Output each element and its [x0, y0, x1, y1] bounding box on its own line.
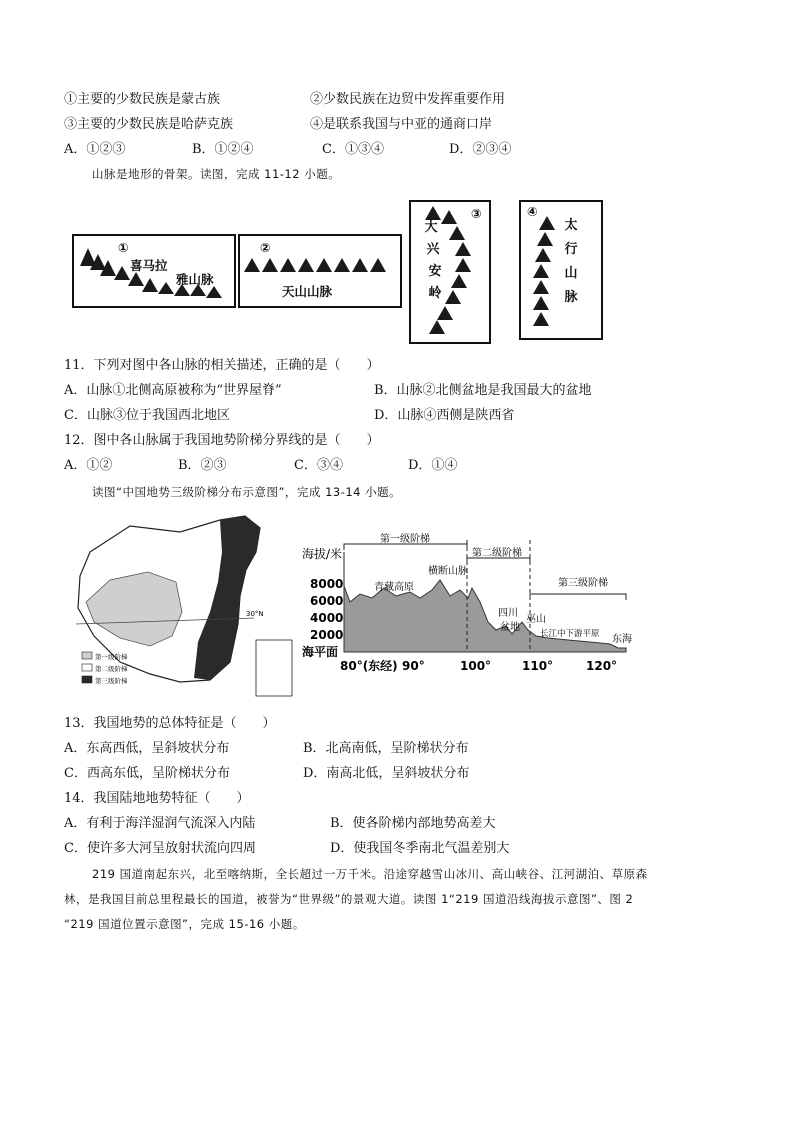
ytick-4000: 4000 [310, 611, 344, 625]
q11-choice-c: C．山脉③位于我国西北地区 [64, 408, 230, 423]
mountain-1-name-b: 雅山脉 [176, 272, 214, 287]
q11-stem: 11．下列对图中各山脉的相关描述，正确的是（ ） [64, 358, 380, 373]
terrain-profile [300, 530, 640, 680]
q12-choice-d: D．①④ [408, 458, 458, 473]
q10-choice-a: A．①②③ [64, 142, 126, 157]
sea-level-label: 海平面 [302, 645, 339, 659]
mountain-box-1 [72, 234, 236, 308]
q13-choice-d: D．南高北低，呈斜坡状分布 [303, 766, 470, 781]
mountain-4-char-4: 脉 [564, 290, 578, 305]
mountain-1-name-a: 喜马拉 [130, 258, 168, 273]
q14-choice-b: B．使各阶梯内部地势高差大 [330, 816, 496, 831]
q14-choice-a: A．有利于海洋湿润气流深入内陆 [64, 816, 256, 831]
step-3-bracket [530, 594, 626, 600]
xtick-110: 110° [522, 659, 554, 673]
intro-13-14: 读图“中国地势三级阶梯分布示意图”，完成 13-14 小题。 [92, 485, 402, 499]
q12-choice-c: C．③④ [294, 458, 343, 473]
ytick-6000: 6000 [310, 594, 344, 608]
south-sea-inset [256, 640, 292, 696]
ytick-2000: 2000 [310, 628, 344, 642]
xtick-80: 80°(东经) [340, 659, 398, 673]
mountain-4-char-3: 山 [564, 266, 578, 281]
intro-15-16-line-3: “219 国道位置示意图”，完成 15-16 小题。 [64, 917, 305, 931]
step-1-label: 第一级阶梯 [380, 534, 430, 545]
lat-label: 30°N [246, 610, 264, 618]
q12-choice-b: B．②③ [178, 458, 227, 473]
q12-stem: 12．图中各山脉属于我国地势阶梯分界线的是（ ） [64, 433, 380, 448]
legend-swatch-1 [82, 652, 92, 659]
q13-choice-b: B．北高南低，呈阶梯状分布 [303, 741, 469, 756]
mountain-2-name: 天山山脉 [282, 284, 333, 299]
intro-15-16-line-1: 219 国道南起东兴，北至喀纳斯，全长超过一万千米。沿途穿越雪山冰川、高山峡谷、江河湖泊、草原森 [92, 867, 648, 881]
step-2-label: 第二级阶梯 [472, 548, 522, 559]
label-donghai: 东海 [612, 634, 632, 645]
q11-choice-d: D．山脉④西侧是陕西省 [374, 408, 515, 423]
mountain-3-char-2: 兴 [426, 242, 440, 257]
ytick-8000: 8000 [310, 577, 344, 591]
label-sichuan-a: 四川 [498, 608, 518, 619]
q10-option-4: ④是联系我国与中亚的通商口岸 [310, 117, 493, 132]
mountain-4-char-2: 行 [564, 242, 578, 257]
q10-option-2: ②少数民族在边贸中发挥重要作用 [310, 92, 506, 107]
legend-swatch-3 [82, 676, 92, 683]
mountain-3-char-1: 大 [424, 220, 438, 235]
q10-choice-d: D．②③④ [449, 142, 512, 157]
mountain-4-char-1: 太 [564, 218, 578, 233]
q13-stem: 13．我国地势的总体特征是（ ） [64, 716, 276, 731]
step-3-label: 第三级阶梯 [558, 578, 608, 589]
q10-choice-c: C．①③④ [322, 142, 384, 157]
xtick-100: 100° [460, 659, 492, 673]
mountain-peaks-4 [521, 202, 601, 338]
mountain-box-3 [409, 200, 491, 344]
mountain-3-char-4: 岭 [428, 286, 442, 301]
q11-choice-a: A．山脉①北侧高原被称为“世界屋脊” [64, 383, 282, 398]
intro-15-16-line-2: 林，是我国目前总里程最长的国道，被誉为“世界级”的景观大道。读图 1“219 国道沿线海拔示意图”、图 2 [64, 892, 634, 906]
xtick-120: 120° [586, 659, 618, 673]
q12-choice-a: A．①② [64, 458, 113, 473]
label-qingzang: 青藏高原 [374, 582, 414, 593]
mountain-3-char-3: 安 [428, 264, 442, 279]
legend-swatch-2 [82, 664, 92, 671]
q14-choice-c: C．使许多大河呈放射状流向四周 [64, 841, 256, 856]
mountain-box-2 [238, 234, 402, 308]
mountain-box-4 [519, 200, 603, 340]
q14-choice-d: D．使我国冬季南北气温差别大 [330, 841, 510, 856]
profile-ylabel: 海拔/米 [302, 547, 343, 561]
legend-label-1: 第一级阶梯 [95, 653, 128, 661]
map-legend [82, 652, 128, 685]
mountain-4-number: ④ [527, 204, 538, 219]
xtick-90: 90° [402, 659, 425, 673]
china-steps-map [70, 512, 300, 702]
q10-choice-b: B．①②④ [192, 142, 254, 157]
mountain-2-number: ② [260, 240, 271, 255]
label-hengduan: 横断山脉 [428, 566, 468, 577]
intro-11-12: 山脉是地形的骨架。读图，完成 11-12 小题。 [92, 167, 341, 181]
q13-choice-a: A．东高西低，呈斜坡状分布 [64, 741, 230, 756]
label-sichuan-b: 盆地 [500, 622, 520, 633]
q14-stem: 14．我国陆地地势特征（ ） [64, 791, 250, 806]
legend-label-2: 第二级阶梯 [95, 665, 128, 673]
q10-option-3: ③主要的少数民族是哈萨克族 [64, 117, 234, 132]
legend-label-3: 第三级阶梯 [95, 677, 128, 685]
mountain-3-number: ③ [471, 206, 482, 221]
q13-choice-c: C．西高东低，呈阶梯状分布 [64, 766, 230, 781]
label-wushan: 巫山 [526, 614, 546, 625]
q11-choice-b: B．山脉②北侧盆地是我国最大的盆地 [374, 383, 592, 398]
mountain-1-number: ① [118, 240, 129, 255]
q10-option-1: ①主要的少数民族是蒙古族 [64, 92, 221, 107]
label-changjiang: 长江中下游平原 [540, 629, 600, 639]
